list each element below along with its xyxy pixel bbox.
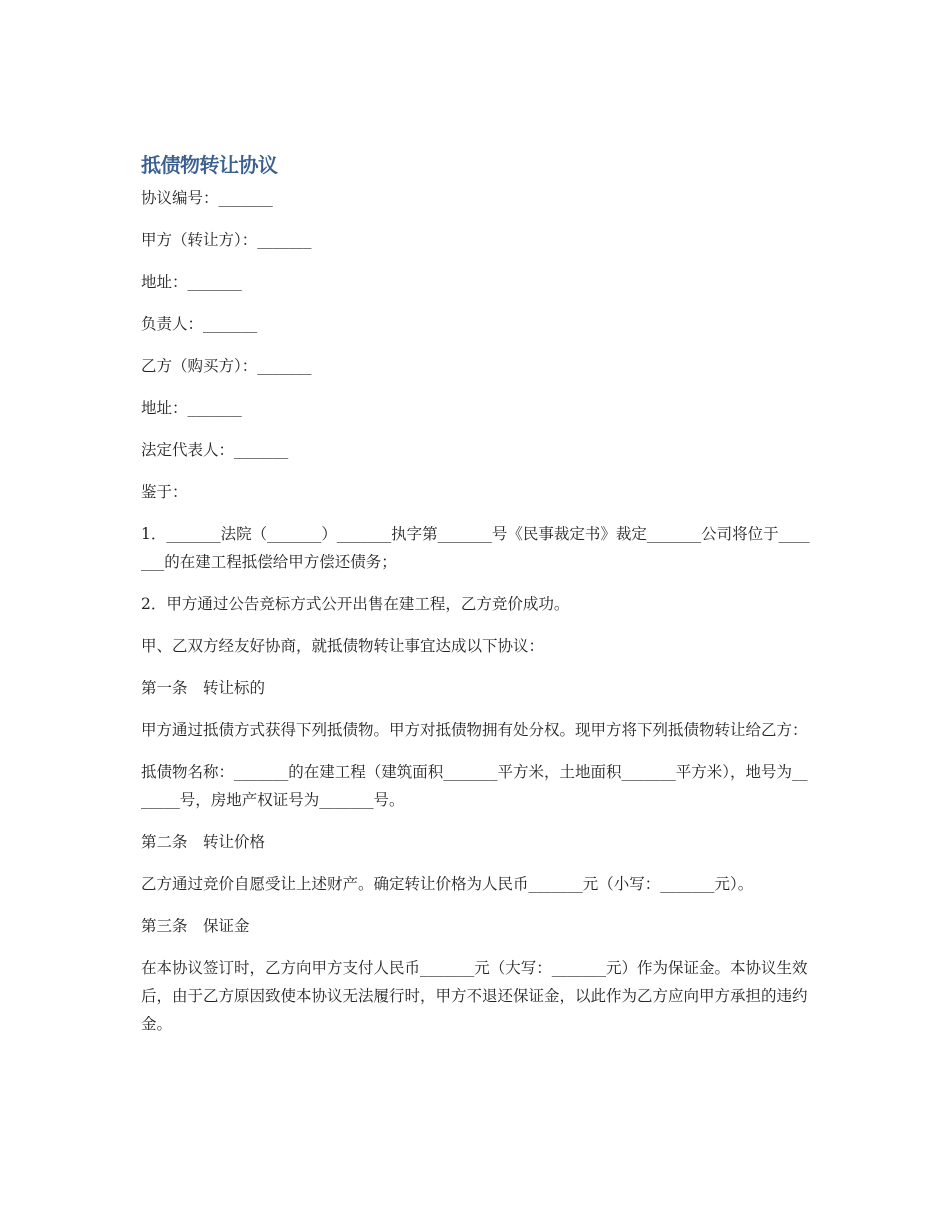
whereas-heading: 鉴于： bbox=[141, 483, 188, 501]
party-a: 甲方（转让方）：_______ bbox=[141, 231, 312, 249]
party-b-address: 地址：_______ bbox=[141, 399, 242, 417]
whereas-item-2: 2．甲方通过公告竞标方式公开出售在建工程，乙方竞价成功。 bbox=[141, 595, 570, 613]
document-title: 抵债物转让协议 bbox=[141, 153, 278, 177]
agreement-intro: 甲、乙双方经友好协商，就抵债物转让事宜达成以下协议： bbox=[141, 637, 545, 655]
article-2-body: 乙方通过竞价自愿受让上述财产。确定转让价格为人民币_______元（小写：_______元）。 bbox=[141, 875, 754, 893]
document-page bbox=[141, 150, 811, 1052]
party-a-representative: 负责人：_______ bbox=[141, 315, 258, 333]
article-2-heading: 第二条 转让价格 bbox=[141, 833, 266, 851]
whereas-item-1: 1．_______法院（_______）_______执字第_______号《民事裁定书》裁定_______公司将位于_______的在建工程抵偿给甲方偿还债务； bbox=[141, 525, 810, 571]
article-3-body: 在本协议签订时，乙方向甲方支付人民币_______元（大写：_______元）作为保证金。本协议生效后，由于乙方原因致使本协议无法履行时，甲方不退还保证金，以此作为乙方应向甲方承担的违约金。 bbox=[141, 959, 808, 1033]
party-b-legal-representative: 法定代表人：_______ bbox=[141, 441, 289, 459]
party-b: 乙方（购买方）：_______ bbox=[141, 357, 312, 375]
article-1-heading: 第一条 转让标的 bbox=[141, 679, 266, 697]
agreement-number: 协议编号：_______ bbox=[141, 189, 273, 207]
article-3-heading: 第三条 保证金 bbox=[141, 917, 250, 935]
party-a-address: 地址：_______ bbox=[141, 273, 242, 291]
article-1-body: 甲方通过抵债方式获得下列抵债物。甲方对抵债物拥有处分权。现甲方将下列抵债物转让给乙方： bbox=[141, 721, 808, 739]
article-1-details: 抵债物名称：_______的在建工程（建筑面积_______平方米，土地面积_______平方米），地号为_______号，房地产权证号为_______号。 bbox=[141, 763, 808, 809]
